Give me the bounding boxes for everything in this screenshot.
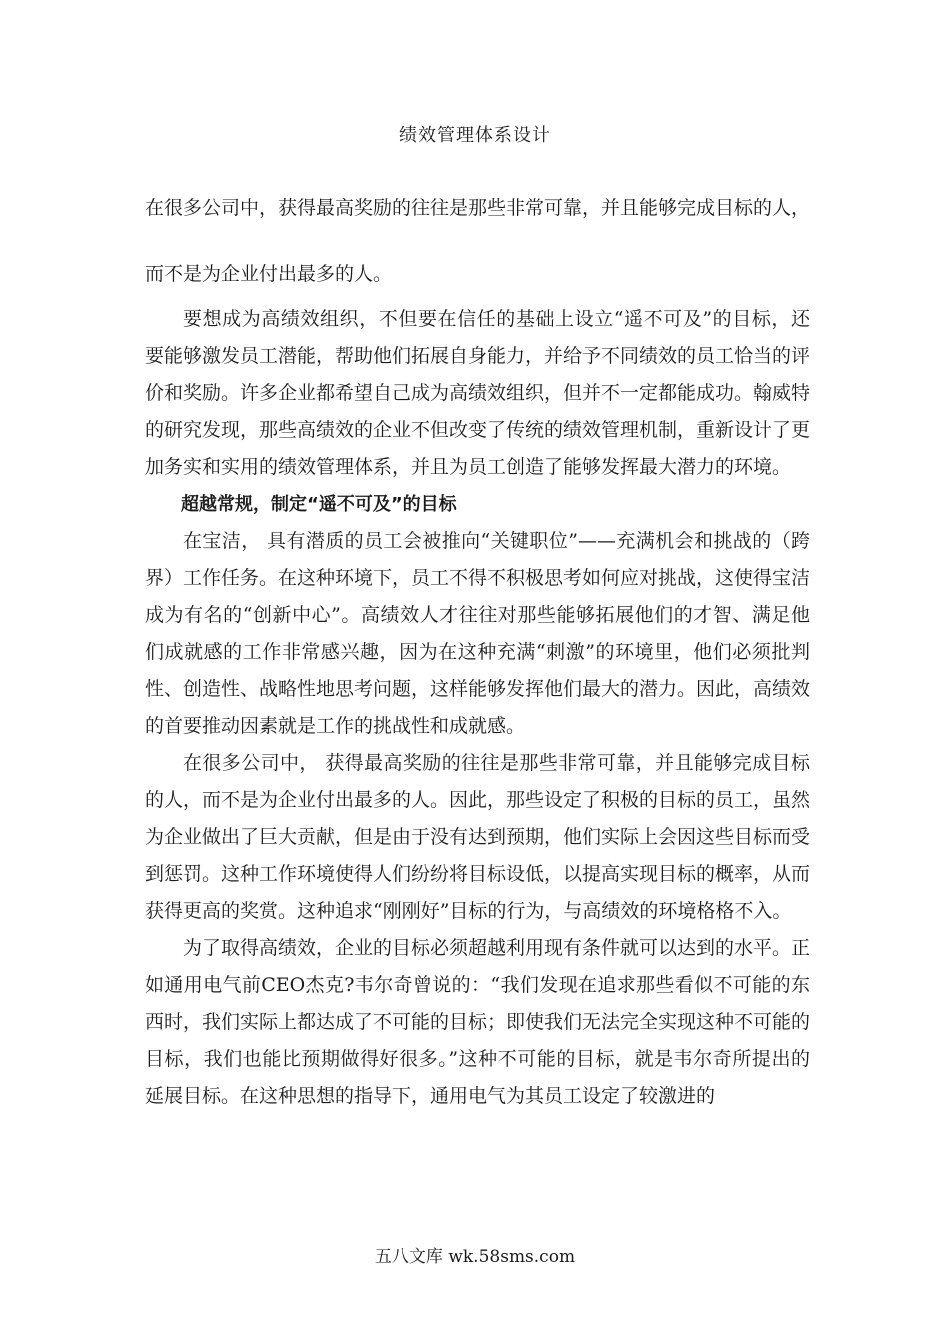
paragraph-reward-problem: 在很多公司中， 获得最高奖励的往往是那些非常可靠，并且能够完成目标的人，而不是为企业付出最多的人。因此，那些设定了积极的目标的员工，虽然为企业做出了巨大贡献，但是由于没有达到预期，他们实际上会因这些目标而受到惩罚。这种工作环境使得人们纷纷将目标设低，以提高实现目标的概率，从而获得更高的奖赏。这种追求“刚刚好”目标的行为，与高绩效的环境格格不入。: [145, 752, 811, 922]
intro-line-2: 而不是为企业付出最多的人。: [145, 263, 393, 285]
paragraph-ge-stretch-goals: 为了取得高绩效，企业的目标必须超越利用现有条件就可以达到的水平。正如通用电气前CEO杰克?韦尔奇曾说的：“我们发现在追求那些看似不可能的东西时，我们实际上都达成了不可能的目标；即使我们无法完全实现这种不可能的目标，我们也能比预期做得好很多。”这种不可能的目标，就是韦尔奇所提出的延展目标。在这种思想的指导下，通用电气为其员工设定了较激进的: [145, 937, 811, 1107]
page-footer: 五八文库 wk.58sms.com: [374, 1247, 576, 1267]
document-title: 绩效管理体系设计: [399, 125, 551, 146]
paragraph-pg-example: 在宝洁， 具有潜质的员工会被推向“关键职位”——充满机会和挑战的（跨界）工作任务。在这种环境下，员工不得不积极思考如何应对挑战，这使得宝洁成为有名的“创新中心”。高绩效人才往往对那些能够拓展他们的才智、满足他们成就感的工作非常感兴趣，因为在这种充满“刺激”的环境里，他们必须批判性、创造性、战略性地思考问题，这样能够发挥他们最大的潜力。因此，高绩效的首要推动因素就是工作的挑战性和成就感。: [145, 530, 811, 737]
section-heading: 超越常规，制定“遥不可及”的目标: [181, 494, 457, 515]
document-body: [145, 301, 810, 1115]
intro-line-1: 在很多公司中，获得最高奖励的往往是那些非常可靠，并且能够完成目标的人，: [145, 197, 811, 219]
paragraph-high-performance-org: 要想成为高绩效组织，不但要在信任的基础上设立“遥不可及”的目标，还要能够激发员工潜能，帮助他们拓展自身能力，并给予不同绩效的员工恰当的评价和奖励。许多企业都希望自己成为高绩效组织，但并不一定都能成功。翰威特的研究发现，那些高绩效的企业不但改变了传统的绩效管理机制，重新设计了更加务实和实用的绩效管理体系，并且为员工创造了能够发挥最大潜力的环境。: [145, 308, 811, 478]
